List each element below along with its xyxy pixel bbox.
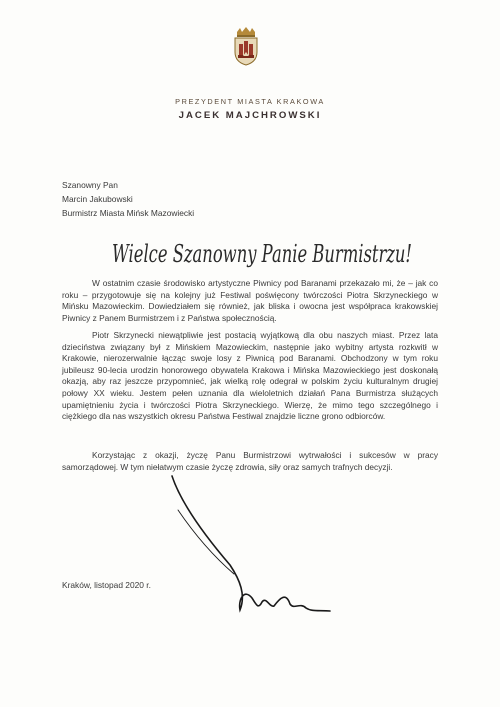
letterhead-name: JACEK MAJCHROWSKI — [178, 110, 322, 121]
place-date: Kraków, listopad 2020 r. — [62, 580, 151, 590]
recipient-line3: Burmistrz Miasta Mińsk Mazowiecki — [62, 208, 195, 218]
paragraph-1 — [62, 278, 438, 324]
handwritten-signature — [140, 470, 370, 620]
paragraph-1-text: W ostatnim czasie środowisko artystyczne Piwnicy pod Baranami przekazało mi, że – jak co roku – przygotowuje się na kolejny już Festiwal poświęcony twórczości Piotra Skrzyneckiego w Mińsku Mazowieckim. Dowiedziałem się również, jak bliska i owocna jest współpraca krakowskiej Piwnicy z Panem Burmistrzem i z Państwa społecznością. — [62, 278, 438, 323]
paragraph-2-text: Piotr Skrzynecki niewątpliwie jest postacią wyjątkową dla obu naszych miast. Przez lata dzieciństwa związany był z Mińskiem Mazowieckim, następnie jako wybitny artysta rozkwitł w Krakowie, nierozerwalnie łącząc swoje losy z Piwnicą pod Baranami. Obchodzony w tym roku jubileusz 90-lecia urodzin honorowego obywatela Krakowa i Mińska Mazowieckiego jest doskonałą okazją, aby raz jeszcze przypomnieć, jak wielką rolę odegrał w polskim życiu kulturalnym drugiej połowy XX wieku. Jestem pełen uznania dla wieloletnich działań Pana Burmistrza służących upamiętnieniu życia i twórczości Piotra Skrzyneckiego. Wierzę, że mimo tego szczególnego i ciężkiego dla nas wszystkich okresu Państwa Festiwal znajdzie liczne grono odbiorców. — [62, 330, 438, 422]
recipient-line2: Marcin Jakubowski — [62, 194, 133, 204]
salutation — [110, 228, 420, 278]
paragraph-2 — [62, 330, 438, 423]
krakow-crest-icon — [232, 26, 260, 66]
recipient-line1: Szanowny Pan — [62, 180, 118, 190]
letterhead-office: PREZYDENT MIASTA KRAKOWA — [175, 97, 325, 106]
paragraph-3-text: Korzystając z okazji, życzę Panu Burmistrzowi wytrwałości i sukcesów w pracy samorządowej. W tym niełatwym czasie życzę zdrowia, siły oraz samych trafnych decyzji. — [62, 450, 438, 472]
salutation-text: Wielce Szanowny Panie Burmistrzu! — [112, 240, 412, 268]
